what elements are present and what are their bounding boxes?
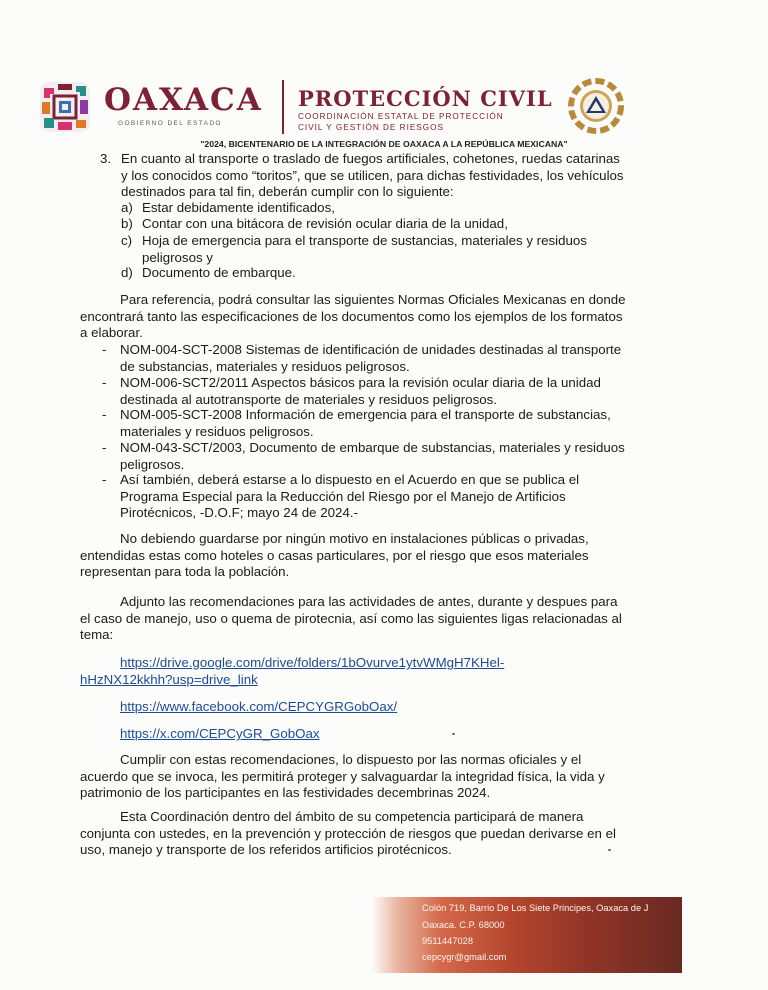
text-line: acuerdo que se invoca, les permitirá proteger y salvaguardar la integridad física, la vida y	[80, 768, 605, 784]
scan-speck	[608, 849, 611, 851]
item-number: 3.	[100, 151, 112, 166]
text-line: conjunta con ustedes, en la prevención y protección de riesgos que puedan derivarse en el	[80, 825, 616, 841]
text-line: y los conocidos como “toritos”, que se utilicen, para dichas festividades, los vehículos	[121, 167, 624, 183]
subitem-marker: b)	[121, 216, 133, 231]
text-line: materiales y residuos peligrosos.	[120, 423, 314, 439]
text-line: peligrosos y	[142, 249, 213, 265]
proteccion-civil-emblem-icon	[568, 78, 624, 134]
text-line: tema:	[80, 627, 114, 642]
header-divider	[282, 80, 284, 134]
text-line: NOM-006-SCT2/2011 Aspectos básicos para la revisión ocular diaria de la unidad	[120, 375, 601, 390]
drive-link-continuation[interactable]: hHzNX12kkhh?usp=drive_link	[80, 672, 258, 687]
list-bullet: -	[102, 440, 107, 455]
list-item	[120, 342, 688, 375]
oaxaca-logo-icon	[38, 80, 92, 134]
item3-text	[121, 151, 688, 201]
agency-title: PROTECCIÓN CIVIL	[298, 86, 553, 111]
subitem-marker: a)	[121, 200, 133, 215]
agency-subtitle	[298, 111, 548, 133]
subitem-marker: d)	[121, 265, 133, 280]
agency-subtitle-line: COORDINACIÓN ESTATAL DE PROTECCIÓN	[298, 112, 504, 121]
paragraph-attachments	[80, 594, 688, 644]
text-line: NOM-043-SCT/2003, Documento de embarque de substancias, materiales y residuos	[120, 440, 625, 455]
text-line: encontrará tanto las especificaciones de los documentos como los ejemplos de los formatos	[80, 308, 623, 324]
list-item	[120, 375, 688, 408]
text-line: En cuanto al transporte o traslado de fuegos artificiales, cohetones, ruedas catarinas	[121, 151, 620, 166]
text-line: destinados para tal fin, deberán cumplir con lo siguiente:	[121, 184, 454, 199]
x-link[interactable]: https://x.com/CEPCyGR_GobOax	[120, 726, 320, 741]
subitem-text: Contar con una bitácora de revisión ocular diaria de la unidad,	[142, 216, 508, 231]
footer-address: Colón 719, Barrio De Los Siete Principes, Oaxaca de J	[422, 903, 649, 913]
list-bullet: -	[102, 342, 107, 357]
subitem-text	[142, 233, 688, 266]
paragraph-storage	[80, 531, 688, 581]
list-bullet: -	[102, 375, 107, 390]
text-line: destinada al autotransporte de materiales y residuos peligrosos.	[120, 391, 497, 407]
footer-phone: 9511447028	[422, 936, 474, 946]
text-line: Pirotécnicos, -D.O.F; mayo 24 de 2024.-	[120, 505, 358, 520]
text-line: peligrosos.	[120, 456, 185, 472]
text-line: uso, manejo y transporte de los referidos artificios pirotécnicos.	[80, 842, 452, 857]
paragraph-coordination	[80, 809, 688, 859]
paragraph-compliance	[80, 752, 688, 802]
motto: "2024, BICENTENARIO DE LA INTEGRACIÓN DE OAXACA A LA REPÚBLICA MEXICANA"	[200, 139, 568, 149]
list-item	[120, 407, 688, 440]
text-line: a elaborar.	[80, 325, 143, 340]
text-line: Así también, deberá estarse a lo dispuesto en el Acuerdo en que se publica el	[120, 472, 580, 487]
text-line: NOM-004-SCT-2008 Sistemas de identificación de unidades destinadas al transporte	[120, 342, 622, 357]
text-line: Adjunto las recomendaciones para las actividades de antes, durante y despues para	[120, 594, 618, 609]
text-line: No debiendo guardarse por ningún motivo en instalaciones públicas o privadas,	[120, 531, 589, 546]
subitem-text: Estar debidamente identificados,	[142, 200, 335, 215]
text-line: Esta Coordinación dentro del ámbito de su competencia participará de manera	[120, 809, 584, 824]
drive-link[interactable]: https://drive.google.com/drive/folders/1bOvurve1ytvWMgH7KHel-	[120, 655, 505, 670]
brand-subtitle: GOBIERNO DEL ESTADO	[118, 120, 222, 127]
text-line: representan para toda la población.	[80, 564, 290, 579]
list-bullet: -	[102, 472, 107, 487]
list-item	[120, 440, 688, 473]
footer-city: Oaxaca. C.P. 68000	[422, 920, 505, 930]
text-line: el caso de manejo, uso o quema de pirotecnia, así como las siguientes ligas relacionadas al	[80, 610, 622, 626]
agency-subtitle-line: CIVIL Y GESTIÓN DE RIESGOS	[298, 123, 444, 132]
footer-email[interactable]: cepcygr@gmail.com	[422, 952, 507, 962]
text-line: Hoja de emergencia para el transporte de sustancias, materiales y residuos	[142, 233, 587, 248]
text-line: NOM-005-SCT-2008 Información de emergencia para el transporte de substancias,	[120, 407, 611, 422]
text-line: Programa Especial para la Reducción del Riesgo por el Manejo de Artificios	[120, 488, 566, 504]
subitem-marker: c)	[121, 233, 133, 248]
text-line: Para referencia, podrá consultar las siguientes Normas Oficiales Mexicanas en donde	[120, 292, 626, 307]
text-line: patrimonio de los participantes en las festividades decembrinas 2024.	[80, 785, 491, 800]
paragraph-reference	[80, 292, 688, 342]
list-item	[120, 472, 688, 522]
text-line: de substancias, materiales y residuos peligrosos.	[120, 358, 410, 374]
brand-name: OAXACA	[104, 82, 263, 118]
list-bullet: -	[102, 407, 107, 422]
text-line: Cumplir con estas recomendaciones, lo dispuesto por las normas oficiales y el	[120, 752, 582, 767]
text-line: entendidas estas como hoteles o casas particulares, por el riesgo que esos materiales	[80, 547, 589, 563]
subitem-text: Documento de embarque.	[142, 265, 296, 280]
facebook-link[interactable]: https://www.facebook.com/CEPCYGRGobOax/	[120, 699, 398, 714]
scan-speck	[452, 733, 455, 735]
